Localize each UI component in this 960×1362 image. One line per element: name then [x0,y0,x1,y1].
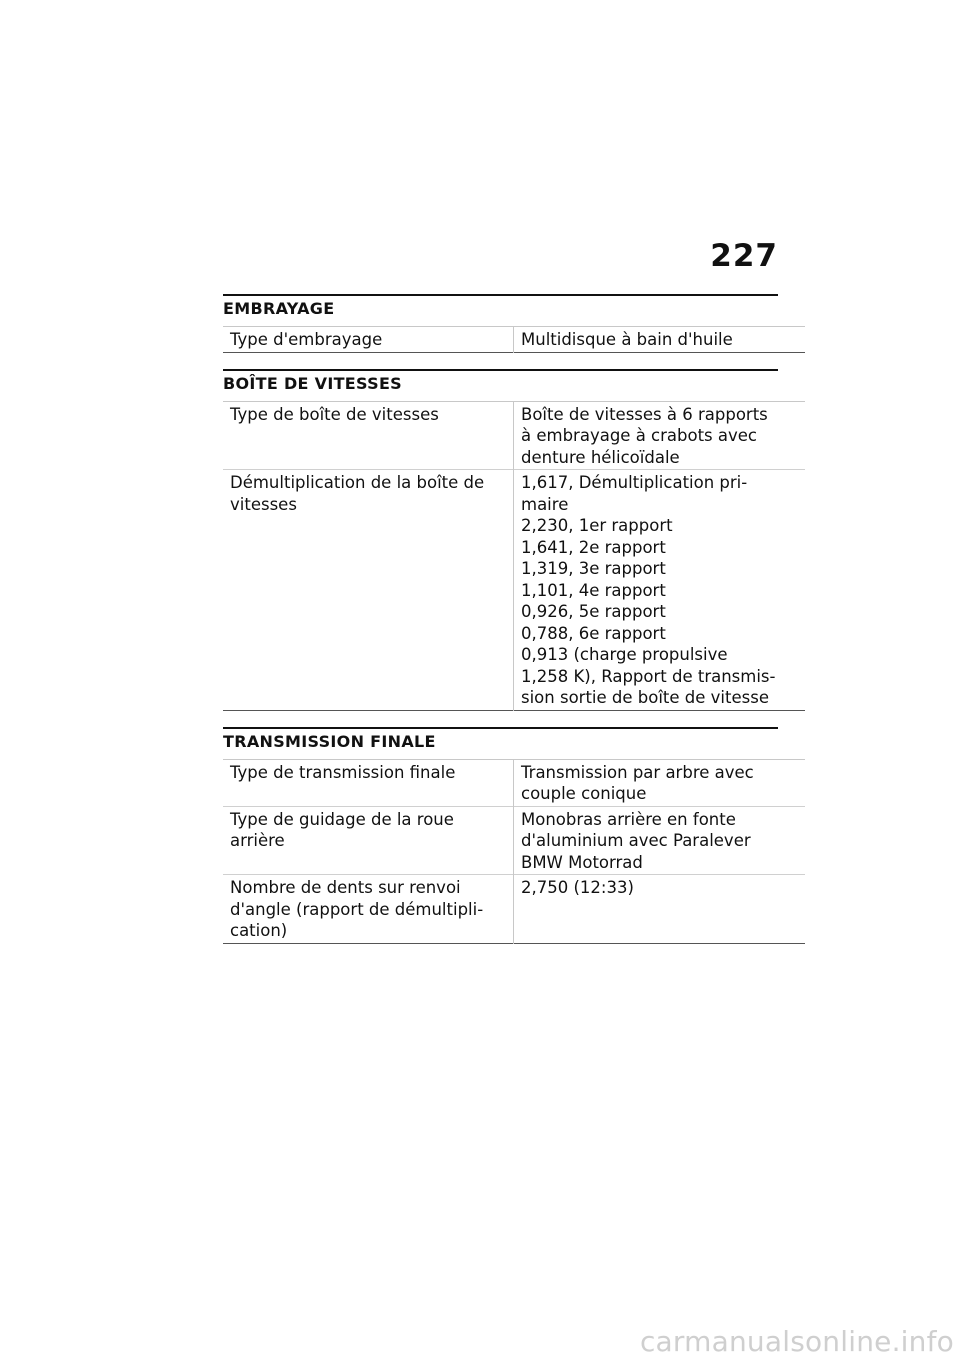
spec-value-line: 0,913 (charge propulsive [521,645,728,664]
spec-label-line: Nombre de dents sur renvoi [230,878,461,897]
spec-label-line: Type de transmission finale [230,762,456,782]
spec-value-line: 0,926, 5e rapport [521,602,666,621]
table-row [223,759,805,806]
spec-value-line: 1,641, 2e rapport [521,537,666,557]
spec-label [223,470,514,711]
spec-value-line: couple conique [521,784,647,803]
spec-label [223,327,514,353]
spec-value-line: 0,788, 6e rapport [521,623,666,643]
spec-value-line: 1,258 K), Rapport de transmis- [521,666,776,686]
spec-value-line: Transmission par arbre avec [521,762,754,782]
spec-content [223,294,778,944]
spec-value-line: d'aluminium avec Paralever [521,831,751,850]
table-row [223,806,805,875]
clutch-spec-table [223,326,805,353]
spec-label-line: Type d'embrayage [230,330,383,349]
spec-value [514,327,806,353]
spec-value [514,401,806,470]
section-clutch [223,294,778,353]
spec-value-line: 1,617, Démultiplication pri- [521,473,748,492]
spec-value-line: à embrayage à crabots avec [521,426,757,445]
spec-value-line: Boîte de vitesses à 6 rapports [521,404,768,424]
table-row [223,327,805,353]
spec-value-line: 2,750 (12:33) [521,878,634,897]
spec-value [514,759,806,806]
table-row [223,401,805,470]
table-row [223,875,805,944]
spec-value [514,470,806,711]
spec-value-line: 1,319, 3e rapport [521,559,666,578]
spec-label-line: Démultiplication de la boîte de [230,473,485,492]
spec-value [514,875,806,944]
spec-label [223,875,514,944]
final-drive-spec-table [223,759,805,944]
spec-label-line: Type de boîte de vitesses [230,404,439,424]
spec-value [514,806,806,875]
page-number: 227 [710,238,778,274]
section-final-drive [223,727,778,944]
spec-label-line: d'angle (rapport de démultipli- [230,899,484,919]
section-gearbox [223,369,778,711]
spec-label-line: Type de guidage de la roue [230,809,454,829]
spec-value-line: BMW Motorrad [521,852,643,872]
spec-label [223,806,514,875]
spec-value-line: sion sortie de boîte de vitesse [521,688,769,707]
spec-value-line: maire [521,494,569,514]
section-title: TRANSMISSION FINALE [223,731,436,751]
spec-value-line: 2,230, 1er rapport [521,516,673,535]
spec-value-line: Multidisque à bain d'huile [521,330,733,349]
spec-label-line: vitesses [230,494,297,514]
watermark-text: carmanualsonline.info [639,1325,954,1358]
section-title: BOÎTE DE VITESSES [223,373,403,393]
spec-value-line: denture hélicoïdale [521,447,680,467]
gearbox-spec-table [223,401,805,711]
table-row [223,470,805,711]
section-title: EMBRAYAGE [223,299,335,318]
spec-label-line: arrière [230,831,285,850]
spec-label [223,401,514,470]
spec-label-line: cation) [230,921,288,940]
spec-value-line: 1,101, 4e rapport [521,580,666,600]
spec-label [223,759,514,806]
spec-value-line: Monobras arrière en fonte [521,809,736,829]
